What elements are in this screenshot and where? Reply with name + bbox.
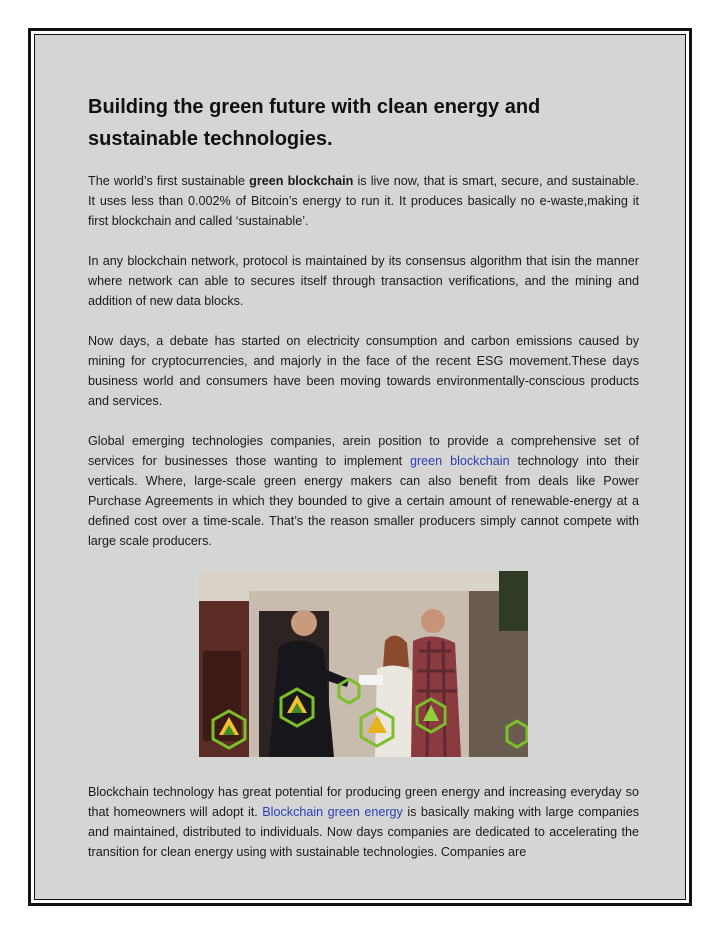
- tree: [499, 571, 528, 631]
- paragraph-1-bold-term: green blockchain: [249, 174, 354, 188]
- paragraph-1-text-start: The world’s first sustainable: [88, 174, 250, 188]
- document-title: Building the green future with clean energy and sustainable technologies.: [88, 96, 541, 150]
- paragraph-5: [88, 782, 639, 862]
- man-suit: [269, 641, 334, 757]
- paragraph-5-text-start: Blockchain technology has great potential for producing green energy and increasing everyday so that homeowners will adopt it.: [88, 785, 639, 819]
- paragraph-2: In any blockchain network, protocol is maintained by its consensus algorithm that isin the manner where network can able to secures itself through transaction verifications, and the mining and addition of new data blocks.: [88, 254, 639, 308]
- photo-illustration: [199, 571, 528, 757]
- paragraph-3: Now days, a debate has started on electricity consumption and carbon emissions caused by mining for cryptocurrencies, and majorly in the face of the recent ESG movement.These days business world and consumers have been moving towards environmentally-conscious products and services.: [88, 334, 639, 408]
- photo-container: [88, 571, 639, 757]
- blockchain-green-energy-link[interactable]: Blockchain green energy: [262, 805, 403, 819]
- page-frame: [34, 34, 686, 900]
- green-energy-photo: [199, 571, 528, 757]
- man-head: [291, 610, 317, 636]
- document-content: [88, 91, 639, 882]
- plaid-man-head: [421, 609, 445, 633]
- paragraph-4-text-start: Global emerging technologies companies, arein position to provide a comprehensive set of services for businesses those wanting to implement: [88, 434, 639, 468]
- paragraph-1: [88, 171, 639, 231]
- tablet: [359, 675, 383, 685]
- document-page: [28, 28, 692, 906]
- door-left: [203, 651, 241, 741]
- paragraph-4-text-end: technology into their verticals. Where, large-scale green energy makers can also benefit from deals like Power Purchase Agreements in which they bounded to give a certain amount of renewable-energy at a defined cost over a time-scale. That’s the reason smaller producers simply cannot compete with large scale producers.: [88, 454, 639, 548]
- paragraph-1-text-end: is live now, that is smart, secure, and sustainable. It uses less than 0.002% of Bitcoin’s energy to run it. It produces basically no e-waste,making it first blockchain and called ‘sustainable’.: [88, 174, 639, 228]
- paragraph-5-text-end: is basically making with large companies and maintained, distributed to individuals. Now days companies are dedicated to accelerating the transition for clean energy using with sustainable technologies. Companies are: [88, 805, 639, 859]
- paragraph-4: [88, 431, 639, 551]
- green-blockchain-link[interactable]: green blockchain: [409, 454, 510, 468]
- plaid-shirt: [411, 636, 461, 757]
